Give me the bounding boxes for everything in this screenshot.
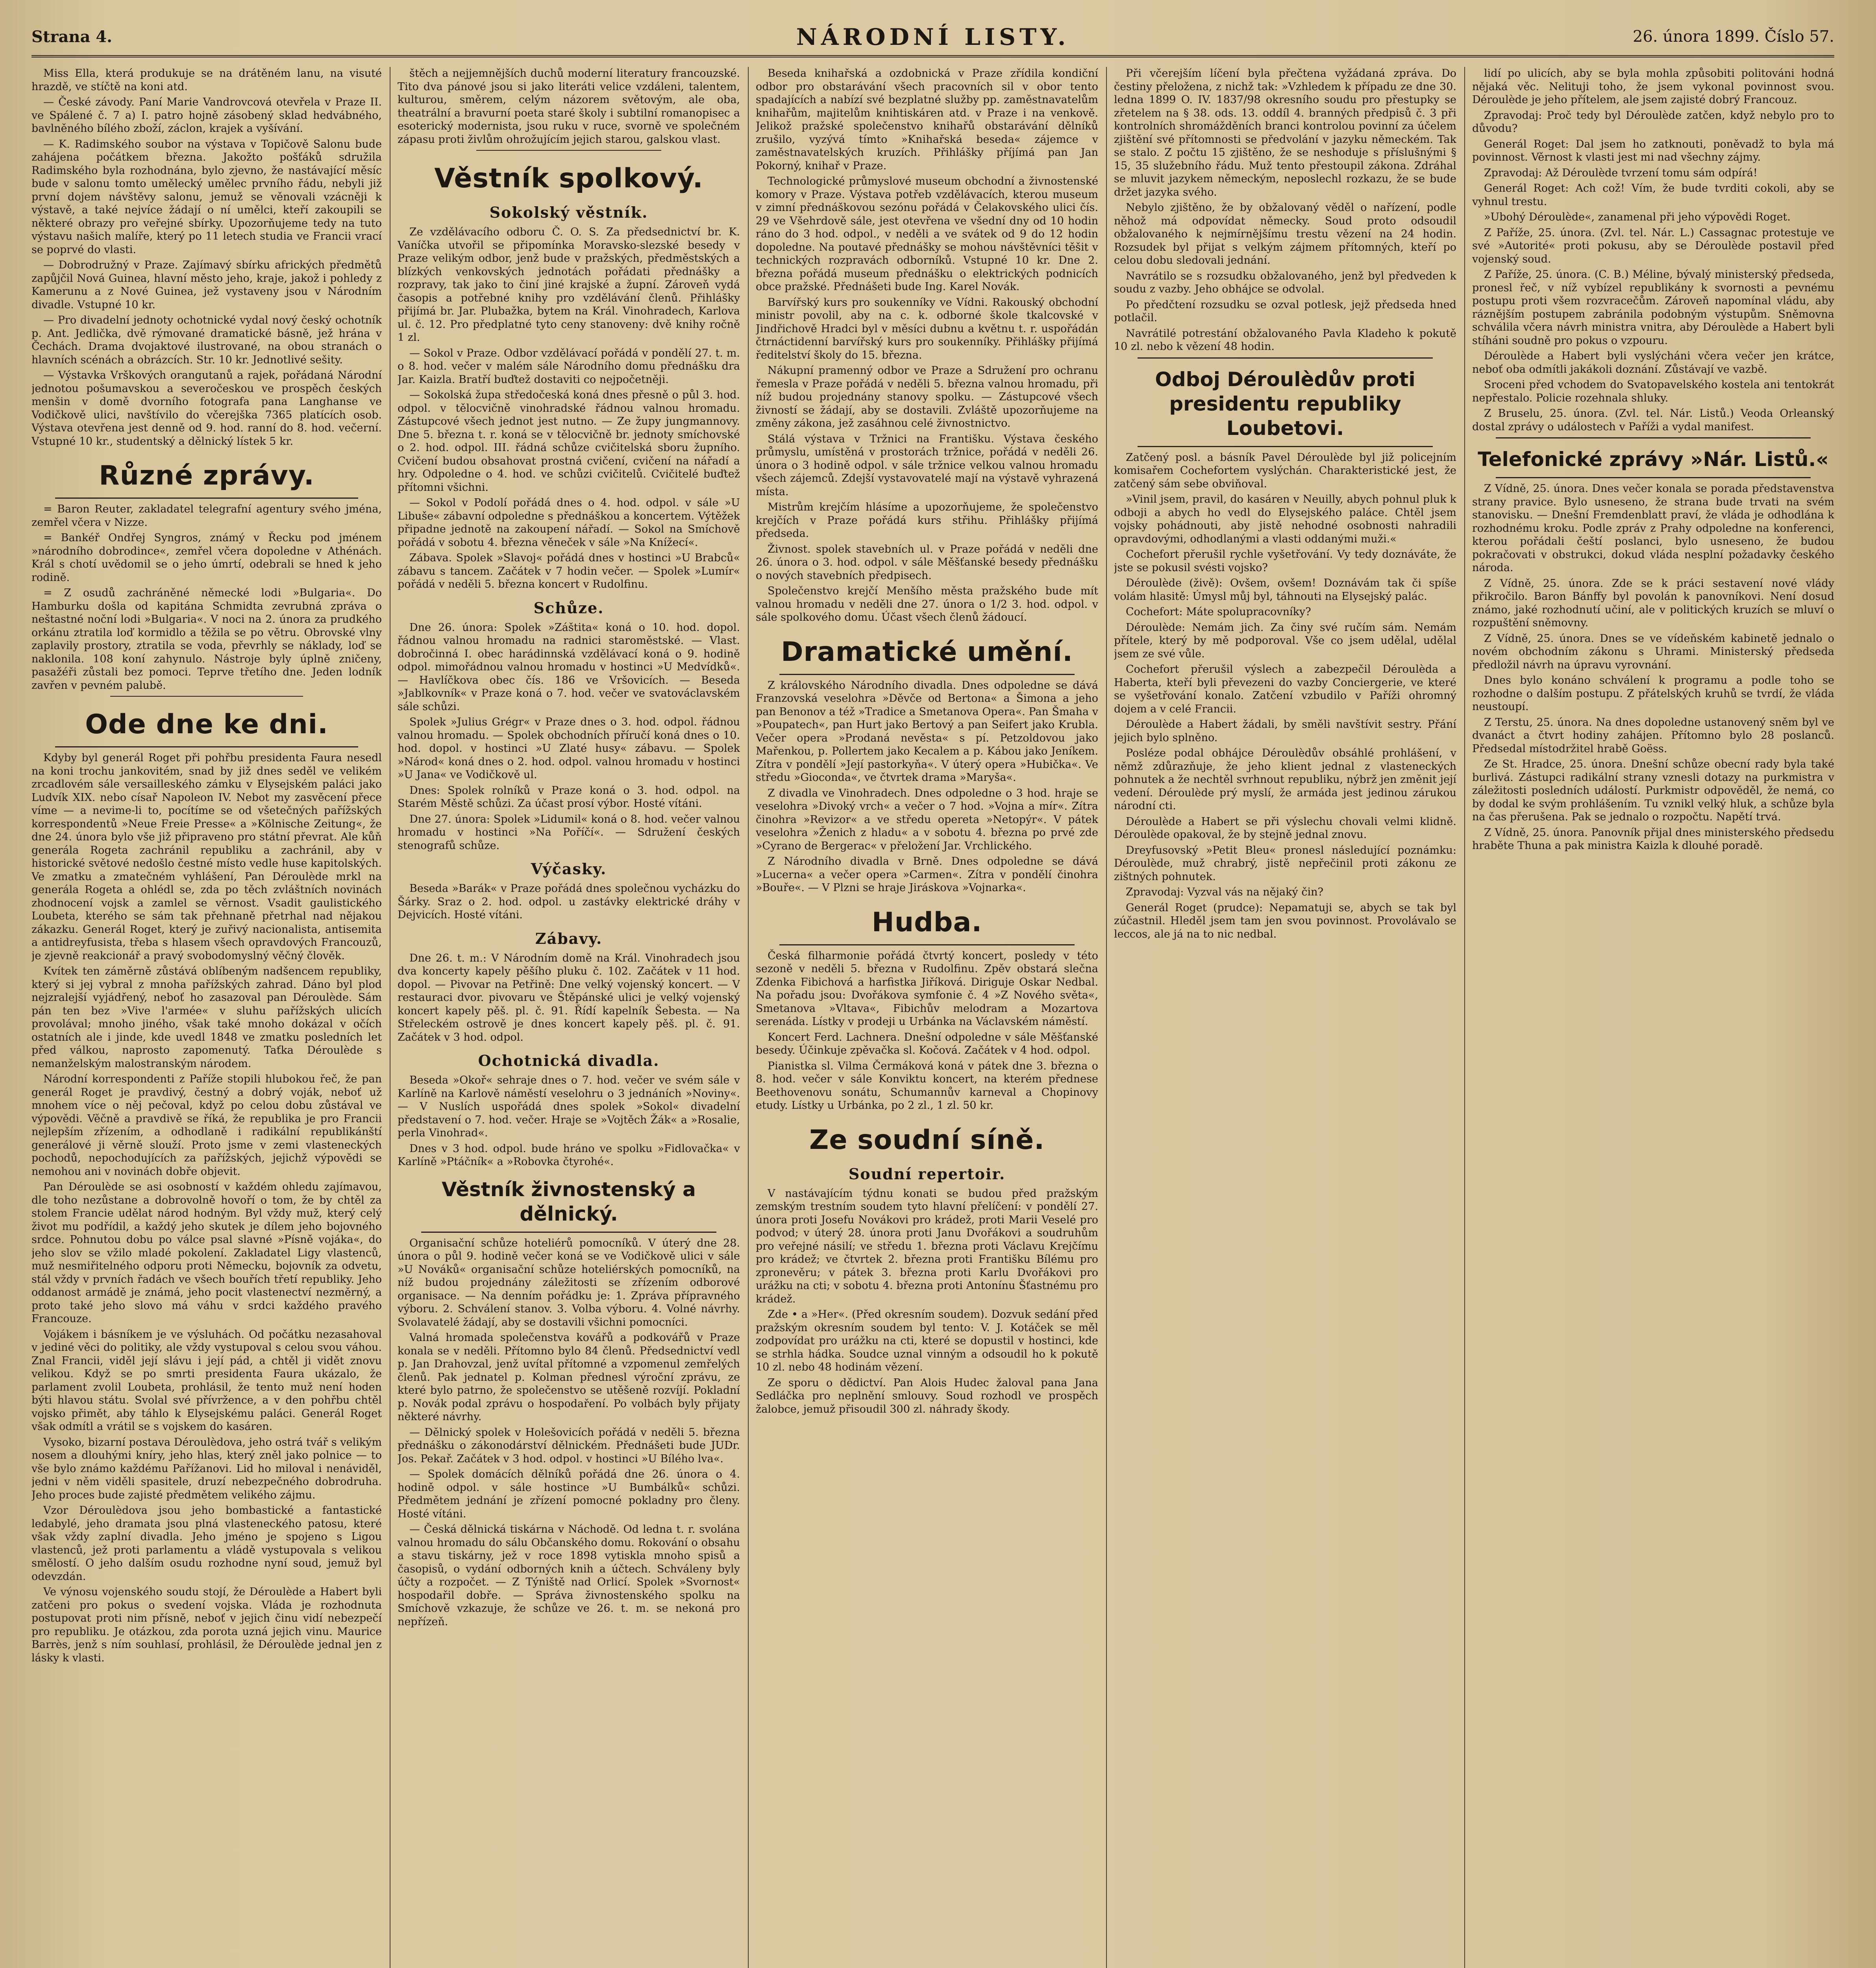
paragraph: Vojákem i básníkem je ve výsluhách. Od počátku nezasahoval v jediné věci do politiky, ale vždy vystupoval s celou svou váhou. Znal Francii, viděl její slávu i její pád, a chtěl ji vidět znovu velikou. Když se po smrti presidenta Faura ukázalo, že parlament zvolil Loubeta, prohlásil, že tento muž není hoden býti hlavou státu. Svolal své přívržence, a v den pohřbu chtěl vojsko přimět, aby táhlo k Elysejskému paláci. Generál Roget však odmítl a vrátil se s vojskem do kasáren. (31, 1328, 382, 1433)
paragraph: Dreyfusovský »Petit Bleu« pronesl následující poznámku: Déroulède, muž chrabrý, jistě nepřečinil proti zákonu ze zištných pohnutek. (1114, 844, 1456, 883)
paragraph: »Vinil jsem, pravil, do kasáren v Neuilly, abych pohnul pluk k odboji a abych ho vedl do Elysejského paláce. Chtěl jsem vojsky pohádnouti, aby jistě nehodné osobnosti nahradili opravdovými, odhodlanými a vlasti oddanými muži.« (1114, 493, 1456, 545)
title-rule (779, 674, 1075, 675)
paragraph: — Dobrodružný v Praze. Zajímavý sbírku afrických předmětů zapůjčil Nová Guinea, hlavní město jeho, kraje, jakož i pohledy z Kamerunu a z Nové Guinea, jež vystaveny jsou v Národním divadle. Vstupné 10 kr. (31, 259, 382, 311)
paragraph: Zatčený posl. a básník Pavel Déroulède byl již policejním komisařem Cochefortem vyslýchán. Charakteristické jest, že zatčený sám sebe obviňoval. (1114, 451, 1456, 490)
paragraph: Sroceni před vchodem do Svatopavelského kostela ani tentokrát nepřestalo. Policie rozehnala shluky. (1472, 379, 1834, 404)
divider (110, 696, 303, 697)
paragraph: — Sokol v Podolí pořádá dnes o 4. hod. odpol. v sále »U Libuše« zábavní odpoledne s přednáškou a koncertem. Výtěžek připadne jednotě na zakoupení nářadí. — Sokol na Smíchově pořádá v sobotu 4. března věneček v sále »Na Knížecí«. (398, 497, 740, 549)
paragraph: lidí po ulicích, aby se byla mohla způsobiti politováni hodná nějaká věc. Nelituji toho, že jsem vykonal povinnost svou. Déroulède je jeho přítelem, ale jsem zajisté dobrý Francouz. (1472, 67, 1834, 106)
paragraph: Z Vídně, 25. února. Panovník přijal dnes ministerského předsedu hraběte Thuna a pak ministra Kaizla k dlouhé poradě. (1472, 826, 1834, 852)
paragraph: V nastávajícím týdnu konati se budou před pražským zemským trestním soudem tyto hlavní přelíčení: v pondělí 27. února proti Josefu Novákovi pro krádež, proti Marii Veselé pro podvod; v úterý 28. února proti Janu Dvořákovi a soudruhům pro veřejné násilí; ve středu 1. března proti Václavu Krejčímu pro krádež; ve čtvrtek 2. března proti Františku Bílému pro zpronevěru; v pátek 3. března proti Karlu Dvořákovi pro urážku na cti; v sobotu 4. března proti Antonínu Šťastnému pro krádež. (756, 1187, 1098, 1305)
issue-date: 26. února 1899. Číslo 57. (1633, 28, 1834, 46)
column-1 (31, 67, 382, 1968)
paragraph: — Pro divadelní jednoty ochotnické vydal nový český ochotník p. Ant. Jedlička, dvě rýmované dramatické básně, jež hrána v Čechách. Drama dvojaktové ilustrované, na obou stranách o hlavních scénách a obrázcích. Str. 10 kr. Jednotlivé sešity. (31, 314, 382, 366)
section-title-dramaticke-umeni: Dramatické umění. (781, 636, 1073, 668)
paragraph: Beseda »Okoř« sehraje dnes o 7. hod. večer ve svém sále v Karlíně na Karlově náměstí veselohru o 3 jednáních »Noviny«. — V Nuslích uspořádá dnes spolek »Sokol« divadelní představení o 7. hod. večer. Hraje se »Vojtěch Žák« a »Rosalie, perla Vinohrad«. (398, 1074, 740, 1139)
paragraph: Kvítek ten záměrně zůstává oblíbeným nadšencem republiky, který si jej vybral z mnoha pařížských zahrad. Dáno byl plod nejzralejší vyjádřený, neboť ho zasazoval pan Déroulède. Sám pán ten bez »Vive l'armée« v sluhu pařížských ulicích provolával; mnoho jiného, však také mnoho dokázal v očích ostatních ale i jinde, kde uvedl 1848 ve zmatku posledních let před válkou, naprosto zapomenutý. Taťka Déroulède s nemanželským malostranským národem. (31, 965, 382, 1070)
subsection-title: Schůze. (533, 599, 604, 617)
paragraph: Déroulède a Habert se při výslechu chovali velmi klidně. Déroulède opakoval, že by stejně jednal znovu. (1114, 815, 1456, 841)
paragraph: = Baron Reuter, zakladatel telegrafní agentury svého jména, zemřel včera v Nizze. (31, 503, 382, 529)
paragraph: = Z osudů zachráněné německé lodi »Bulgaria«. Do Hamburku došla od kapitána Schmidta zevrubná zpráva o neštastné noční lodi »Bulgaria«. V noci na 2. února za prudkého orkánu ztratila loď kormidlo a těžila se po větru. Obrovské vlny zaplavily prostory, ztratila se voda, převrhly se náklady, loď se naklonila. 108 koní zahynulo. Nástroje byly úplně zničeny, pasažéři zůstali bez pomoci. Teprve třetího dne. Jeden lodník zavřen v pevném palubě. (31, 587, 382, 692)
paragraph: Cochefort: Máte spolupracovníky? (1126, 606, 1311, 618)
subsection-title: Sokolský věstník. (489, 203, 648, 221)
paragraph: Posléze podal obhájce Déroulèdův obsáhlé prohlášení, v němž zdůrazňuje, že jeho klient jednal z vlasteneckých pohnutek a že nechtěl svrhnout republiku, nýbrž jen změnit její vedení. Déroulède prý myslí, že armáda jest jedinou zárukou národní cti. (1114, 747, 1456, 812)
paragraph: Cochefort přerušil rychle vyšetřování. Vy tedy doznáváte, že jste se pokusil svésti vojsko? (1114, 548, 1456, 574)
paragraph: štěch a nejjemnějších duchů moderní literatury francouzské. Tito dva pánové jsou si jako literáti velice vzdáleni, talentem, kulturou, směrem, celým názorem světovým, ale oba, theatrální a bravurní poeta staré školy i subtilní romanopisec a esoterický modernista, jsou ruku v ruce, svorně ve společném zápasu proti živlům ohrožujícím jejich starou, galskou vlast. (398, 67, 740, 146)
paragraph: Zde • a »Her«. (Před okresním soudem). Dozvuk sedání před pražským okresním soudem byl tento: V. J. Kotáček se měl zodpovídat pro urážku na cti, které se dopustil v hostinci, kde se strhla hádka. Soudce uznal vinným a odsoudil ho k pokutě 10 zl. nebo 48 hodinám vězení. (756, 1308, 1098, 1373)
paragraph: Z Paříže, 25. února. (C. B.) Méline, bývalý ministerský předseda, pronesl řeč, v níž vybízel republikány k svornosti a pevnému postupu proti všem rozvracečům. Zároveň napomínal vládu, aby ráznějším postupem zabránila podobným výstupům. Sněmovna schválila včera návrh ministra vnitra, aby Déroulède a Habert byli stíháni soudně pro pokus o vzpouru. (1472, 268, 1834, 347)
paragraph: Ze St. Hradce, 25. února. Dnešní schůze obecní rady byla také burlivá. Zástupci radikální strany vznesli dotazy na purkmistra v záležitosti posledních událostí. Purkmistr odpověděl, že nemá, co by dodal ke svým prohlášením. Tu vznikl velký hluk, a schůze byla na čas přerušena. Pak se jednalo o rozpočtu. Napětí trvá. (1472, 758, 1834, 823)
paragraph: »Ubohý Déroulède«, zanamenal při jeho výpovědi Roget. (1484, 211, 1791, 223)
paragraph: Organisační schůze hoteliérů pomocníků. V úterý dne 28. února o půl 9. hodině večer koná se ve Vodičkově ulici v sále »U Nováků« organisační schůze hoteliérských pomocníků, na níž budou projednány záležitosti se zřízením odborové organisace. — Na denním pořádku je: 1. Zpráva přípravného výboru. 2. Schválení stanov. 3. Volba výboru. 4. Volné návrhy. Svolavatelé žádají, aby se dostavili všichni pomocníci. (398, 1237, 740, 1328)
paragraph: Déroulède a Habert byli vyslýcháni včera večer jen krátce, neboť oba odmítli jakákoli doznání. Zůstávají ve vazbě. (1472, 350, 1834, 375)
paragraph: Z Národního divadla v Brně. Dnes odpoledne se dává »Lucerna« a večer opera »Carmen«. Zítra v pondělí činohra »Bouře«. — V Plzni se hraje Jiráskova »Vojnarka«. (756, 855, 1098, 894)
paragraph: Z Vídně, 25. února. Zde se k práci sestavení nové vlády přikročilo. Baron Bánffy byl povolán k panovníkovi. Není dosud známo, jaké rozhodnutí učiní, ale v politických kruzích se mluví o rozpuštění sněmovny. (1472, 577, 1834, 629)
paragraph: Déroulède: Nemám jich. Za činy své ručím sám. Nemám přítele, který by mě podporoval. Vše co jsem udělal, udělal jsem ze své vůle. (1114, 621, 1456, 660)
paragraph: Stálá výstava v Tržnici na Františku. Výstava českého průmyslu, umístěná v prostorách tržnice, pořádá v neděli 26. února o 3 hodině odpol. v sále tržnice velkou valnou hromadu všech zájemců. Zdejší vystavovatelé mají na výstavě vyhrazená místa. (756, 433, 1098, 498)
article-title-ode-dne-ke-dni: Ode dne ke dni. (85, 709, 328, 740)
paragraph: Beseda knihařská a ozdobnická v Praze zřídila kondiční odbor pro obstarávání všech pracovních sil v obor tento spadajících a nabízí své bezplatné služby pp. zaměstnavatelům knihařům, majitelům knihtiskáren atd. v Praze i na venkově. Jelikož pražské společenstvo knihařů obstarávání dělníků zrušilo, vyzývá tímto »Knihařská beseda« zájemce v zaměstnavatelských kruzích. Přihlášky příjímá pan Jan Pokorný, knihař v Praze. (756, 67, 1098, 172)
paragraph: Ze sporu o dědictví. Pan Alois Hudec žaloval pana Jana Sedláčka pro neplnění smlouvy. Soud rozhodl ve prospěch žalobce, jemuž přisoudil 300 zl. náhrady škody. (756, 1376, 1098, 1415)
subsection-title: Výčasky. (531, 860, 607, 878)
column-2 (398, 67, 740, 1968)
paragraph: — Výstavka Vrškových orangutanů a rajek, pořádaná Národní jednotou pošumavskou a severočeskou ve prospěch českých menšin v domě dvorního fotografa pana Langhanse ve Vodičkově ulici, navštívilo do včerejška 7365 platících osob. Výstava otevřena jest denně od 9. hod. ranní do 8. hod. večerní. Vstupné 10 kr., studentský a dělnický lístek 5 kr. (31, 369, 382, 448)
paragraph: Živnost. spolek stavebních ul. v Praze pořádá v neděli dne 26. února o 3. hod. odpol. v sále Měšťanské besedy přednášku o nových stavebních předpisech. (756, 543, 1098, 582)
section-title-ruzne-zpravy: Různé zprávy. (99, 460, 315, 491)
paragraph: Společenstvo krejčí Menšího města pražského bude mít valnou hromadu v neděli dne 27. února o 1/2 3. hod. odpol. v sále spolkového domu. Účast všech členů žádoucí. (756, 585, 1098, 623)
paragraph: Dne 27. února: Spolek »Lidumil« koná o 8. hod. večer valnou hromadu v hostinci »Na Poříčí«. — Sdružení českých stenografů schůze. (398, 813, 740, 852)
paragraph: Valná hromada společenstva kovářů a podkovářů v Praze konala se v neděli. Přítomno bylo 84 členů. Předsednictví vedl p. Jan Drahovzal, jenž uvítal přítomné a vzpomenul zemřelých členů. Pak jednatel p. Kolman přednesl výroční zprávu, ze které bylo patrno, že společenstvo se utěšeně rozvíjí. Pokladní p. Novák podal zprávu o hospodaření. Po volbách byly přijaty některé návrhy. (398, 1332, 740, 1423)
paragraph: Beseda »Barák« v Praze pořádá dnes společnou vycházku do Šárky. Sraz o 2. hod. odpol. u zastávky elektrické dráhy v Dejvicích. Hosté vítáni. (398, 882, 740, 921)
subsection-title: Soudní repertoir. (848, 1165, 1006, 1183)
column-5 (1472, 67, 1834, 1968)
paragraph: Z Bruselu, 25. února. (Zvl. tel. Nár. Listů.) Veoda Orleanský dostal zprávy o událostech v Paříži a vydal manifest. (1472, 407, 1834, 433)
divider (476, 150, 661, 151)
paragraph: Vzor Déroulèdova jsou jeho bombastické a fantastické ledabylé, jeho dramata jsou plná vlasteneckého patosu, které však vždy zaplní divadla. Jeho jméno je spojeno s Ligou vlastenců, jež proti parlamentu a vládě vystupovala s velikou smělostí. O jeho dalším osudu rozhodne nyní soud, jemuž byl odevzdán. (31, 1504, 382, 1583)
paragraph: Z Vídně, 25. února. Dnes se ve vídeňském kabinetě jednalo o novém obchodním zákonu s Uhrami. Ministerský předseda předložil návrh na úpravu vyrovnání. (1472, 632, 1834, 671)
paragraph: Generál Roget: Ach což! Vím, že bude tvrditi cokoli, aby se vyhnul trestu. (1472, 182, 1834, 208)
paragraph: Navrátilo se s rozsudku obžalovaného, jenž byl předveden k soudu z vazby. Jeho obhájce se odvolal. (1114, 270, 1456, 295)
paragraph: Zábava. Spolek »Slavoj« pořádá dnes v hostinci »U Brabců« zábavu s tancem. Začátek v 7 hodin večer. — Spolek »Lumír« pořádá v neděli 5. března koncert v Rudolfinu. (398, 552, 740, 590)
paragraph: Nebylo zjištěno, že by obžalovaný věděl o nařízení, podle něhož má odpovídat německy. Soud proto odsoudil obžalovaného k nejmírnějšímu trestu vězení na 24 hodin. Rozsudek byl přijat s velkým zájmem přítomných, kteří po celou dobu sledovali jednání. (1114, 202, 1456, 266)
paragraph: — Sokol v Praze. Odbor vzdělávací pořádá v pondělí 27. t. m. o 8. hod. večer v malém sále Národního domu přednášku dra Jar. Kaizla. Bratří buďtež dostaviti co nejpočetněji. (398, 347, 740, 386)
paragraph: Zpravodaj: Až Déroulède tvrzení tomu sám odpírá! (1484, 166, 1758, 179)
section-title-vestnik-zivnostensky: Věstník živnostenský a dělnický. (442, 1178, 696, 1225)
paragraph: — Spolek domácích dělníků pořádá dne 26. února o 4. hodině odpol. v sále hostince »U Bumbálků« schůzi. Předmětem jednání je zřízení pomocné pokladny pro členy. Hosté vítáni. (398, 1468, 740, 1520)
column-rule (748, 67, 749, 1968)
column-rule (1106, 67, 1107, 1968)
title-rule (421, 1232, 716, 1233)
paragraph: Národní korrespondenti z Paříže stopili hlubokou řeč, že pan generál Roget je pravdivý, čestný a dobrý voják, neboť už mnohem více o něj pečoval, když po celou dobu zůstával ve výpovědi. Věčně a pravdivě se říká, že republika je pro Francii nejlepším zřízením, a odhodlaně i radikální republikánští generálové ji věrně slouží. Proto jsme v zemi vlasteneckých pochodů, nepochodujících za pařížských, jejichž výpovědi se nemohou ani v novinách dobře objevit. (31, 1073, 382, 1178)
paragraph: Generál Roget: Dal jsem ho zatknouti, poněvadž to byla má povinnost. Věrnost k vlasti jest mi nad všechny zájmy. (1472, 138, 1834, 163)
page-number: Strana 4. (31, 28, 113, 46)
paragraph: Zpravodaj: Vyzval vás na nějaký čin? (1126, 886, 1323, 898)
paragraph: Cochefort přerušil výslech a zabezpečil Déroulèda a Haberta, kteří byli převezeni do vazby Conciergerie, ve které se vyšetřování konalo. Zatčení vzbudilo v Paříži ohromný dojem a v celé Francii. (1114, 663, 1456, 715)
paragraph: Mistrům krejčím hlásíme a upozorňujeme, že společenstvo krejčích v Praze pořádá kurs střihu. Přihlášky přijímá předseda. (756, 501, 1098, 540)
paragraph: Déroulède (živě): Ovšem, ovšem! Doznávám tak či spíše volám hlasitě: Úmysl můj byl, táhnouti na Elysejský palác. (1114, 577, 1456, 603)
paragraph: Česká filharmonie pořádá čtvrtý koncert, posledy v této sezoně v neděli 5. března v Rudolfinu. Zpěv obstará slečna Zdenka Fibichová a harfistka Jiříková. Diriguje Oskar Nedbal. Na pořadu jsou: Dvořákova symfonie č. 4 »Z Nového světa«, Smetanova »Vltava«, Fibichův melodram a Mozartova serenáda. Lístky v prodeji u Urbánka na Václavském náměstí. (756, 949, 1098, 1028)
article-title-odboj-deroulede: Odboj Déroulèdův proti presidentu republiky Loubetovi. (1155, 368, 1415, 440)
title-rule (55, 746, 358, 747)
paragraph: Z divadla ve Vinohradech. Dnes odpoledne o 3 hod. hraje se veselohra »Divoký vrch« a večer o 7 hod. »Vojna a mír«. Zítra činohra »Revizor« a ve středu opereta »Netopýr«. V pátek veselohra »Ženich z hladu« a v sobotu 4. března po prvé zde »Cyrano de Bergerac« v přeložení Jar. Vrchlického. (756, 787, 1098, 852)
section-title-ze-soudni-sine: Ze soudní síně. (809, 1124, 1045, 1156)
paragraph: Po předčtení rozsudku se ozval potlesk, jejž předseda hned potlačil. (1114, 298, 1456, 324)
paragraph: Generál Roget (prudce): Nepamatuji se, abych se tak byl zúčastnil. Hleděl jsem tam jen svou povinnost. Provolávalo se leccos, ale já na to nic nedbal. (1114, 901, 1456, 940)
title-rule (1496, 437, 1811, 438)
paragraph: Z Terstu, 25. února. Na dnes dopoledne ustanovený sněm byl ve dvanáct a čtvrt hodiny zahájen. Přítomno bylo 28 poslanců. Předsedal místodržitel hrabě Goëss. (1472, 716, 1834, 755)
paragraph: Z Vídně, 25. února. Dnes večer konala se porada představenstva strany pravice. Bylo usneseno, že strana bude trvati na svém stanovisku. — Dnešní Fremdenblatt praví, že vláda je odhodlána k rozhodnému kroku. Podle zpráv z Prahy odpoledne na konferenci, kterou pořádali čeští poslanci, bylo usneseno, že budou pokračovati v obstrukci, dokud vláda nesplní požadavky českého národa. (1472, 483, 1834, 574)
title-rule (55, 498, 358, 499)
subsection-title: Zábavy. (535, 929, 603, 947)
paragraph: Kdyby byl generál Roget při pohřbu presidenta Faura nesedl na koni trochu jankovitém, snad by již dnes seděl ve velikém zrcadlovém sále versailleského zámku v Elysejském paláci jako Ludvík XIX. nebo císař Napoleon IV. Nebot my zasvěcení přece víme — a nevime-li to, pocítíme se od všetečných pařížských korrespondentů »Neue Freie Presse« a »Kölnische Zeitung«, že dne 24. února bylo vše již připraveno pro státní převrat. Ale kůň generála Rogeta zachránil republiku a zachránil, aby v historické světové nedošlo čestné místo vedle huse kapitolských. Ve zmatku a zmatečném vyhlášení, Pan Déroulède mrkl na generála Rogeta a ohlédl se, zda po těch zvláštních novinách zhodnocení vojsk a zamlel se věrnost. Vsadit gaulistického Loubeta, kterého se sám tak přehnaně přetrhal nad nějakou zákazku. Generál Roget, který je zuřivý nacionalista, antisemita a antidreyfusista, třeba s hlasem všech opravdových Francouzů, je zjevně reakcionář a pravý svobodomyslný věčný člověk. (31, 752, 382, 962)
section-title-hudba: Hudba. (871, 906, 982, 938)
paragraph: — Sokolská župa středočeská koná dnes přesně o půl 3. hod. odpol. v tělocvičně vinohradské řádnou valnou hromadu. Zástupcové všech jednot jest nutno. — Ze župy jungmannovy. Dne 5. března t. r. koná se v tělocvičně br. jednoty smíchovské o 2. hod. odpol. III. řádná schůze cvičitelská sboru župního. Cvičení budou obsahovat prostná cvičení, cvičení na nářadí a hry. Odpoledne o 4. hod. ve schůzi cvičitelů. Cvičitelé buďtež přítomni všichni. (398, 389, 740, 494)
section-title-telefonicke-zpravy: Telefonické zprávy »Nár. Listů.« (1478, 448, 1829, 471)
paragraph: Z královského Národního divadla. Dnes odpoledne se dává Franzovská veselohra »Děvče od Bertona« a Šimona a jeho pan Benonov a též »Tradice a Smetanova Opera«. Pan Šmaha v »Poupatech«, pan Hurt jako Bertový a pan Seifert jako Krubla. Večer opera »Prodaná nevěsta« s pí. Petzoldovou jako Mařenkou, p. Pollertem jako Kecalem a p. Kábou jako Jeníkem. Zítra v pondělí »Její pastorkyňa«. V úterý opera »Hubička«. Ve středu »Gioconda«, ve čtvrtek drama »Maryša«. (756, 679, 1098, 784)
paragraph: Při včerejším líčení byla přečtena vyžádaná zpráva. Do čestiny přeložena, z nichž tak: »Vzhledem k případu ze dne 30. ledna 1899 O. IV. 1837/98 okresního soudu pro přestupky se zřetelem na § 38. ods. 13. oddíl 4. branných předpisů č. 3 při kontrolních shromážděních branci kontrolou povinní za účelem zjištění své přítomnosti se předvolání v jazyku německém. Tak se stalo. Z počtu 15 zjištěno, že se neshoduje s příslušnými § 15, 35 služebního řádu. Muž tento přestoupil zákona. Zdráhal se mluvit jazykem německým, neposlechl rozkazu, že se bude držet jazyka svého. (1114, 67, 1456, 198)
title-rule (779, 944, 1075, 945)
paragraph: Technologické průmyslové museum obchodní a živnostenské komory v Praze. Výstava potřeb vzdělávacích, kterou museum v zimní přednáškovou sezónu pořádá v Čelakovského ulici čís. 29 ve Všehrdově sále, jest otevřena ve všední dny od 10 hodin ráno do 3 hod. odpol., v neděli a ve svátek od 9 do 12 hodin dopoledne. Na poutavé přednášky se mohou návštěvníci těšit v technických rozpravách odborníků. Vstupné 10 kr. Dne 2. března pořádá museum přednášku o elektrických podnicích obce pražské. Přednášeti bude Ing. Karel Novák. (756, 175, 1098, 293)
paragraph: — Česká dělnická tiskárna v Náchodě. Od ledna t. r. svolána valnou hromadu do sálu Občanského domu. Rokování o obsahu a stavu tiskárny, jež v roce 1898 vytiskla mnoho spisů a časopisů, o vydání odborných knih a účtech. Schváleny byly účty a rozpočet. — Z Týniště nad Orlicí. Spolek »Svornost« hospodařil dobře. — Správa živnostenského spolku na Smíchově vzkazuje, že schůze ve 26. t. m. se nekoná pro nepřízeň. (398, 1523, 740, 1628)
paragraph: Dnes v 3 hod. odpol. bude hráno ve spolku »Fidlovačka« v Karlíně »Ptáčník« a »Robovka čtyrohé«. (398, 1142, 740, 1168)
paragraph: Spolek »Julius Grégr« v Praze dnes o 3. hod. odpol. řádnou valnou hromadu. — Spolek obchodních příručí koná dnes o 10. hod. dopol. v hostinci »U Zlaté husy« zábavu. — Spolek »Národ« koná dnes o 2. hod. odpol. valnou hromadu v hostinci »U Jana« ve Vodičkově ul. (398, 716, 740, 781)
paragraph: Miss Ella, která produkuje se na drátěném lanu, na visuté hrazdě, ve stíčtě na koni atd. (31, 67, 382, 93)
title-rule (1138, 357, 1433, 359)
paragraph: = Bankéř Ondřej Syngros, známý v Řecku pod jménem »národního dobrodince«, zemřel včera dopoledne v Athénách. Král s chotí uvědomil se o jeho úmrtí, odebrali se hned k jeho rodině. (31, 532, 382, 584)
column-4 (1114, 67, 1456, 1968)
paragraph: Dne 26. února: Spolek »Záštita« koná o 10. hod. dopol. řádnou valnou hromadu na radnici staroměstské. — Vlast. dobročinná I. obec harádinnská vzdělávací koná o 9. hodině odpol. mimořádnou valnou hromadu v hostinci »U Medvídků«. — Havlíčkova obec čís. 186 ve Vršovicích. — Beseda »Jablkovník« v Praze koná o 7. hod. večer ve svatováclavském sále schůzi. (398, 621, 740, 713)
paragraph: Z Paříže, 25. února. (Zvl. tel. Nár. L.) Cassagnac protestuje ve své »Autorité« proti pokusu, aby se Déroulède postavil před vojenský soud. (1472, 226, 1834, 265)
paragraph: Déroulède a Habert žádali, by směli navštívit sestry. Přání jejich bylo splněno. (1114, 718, 1456, 744)
paragraph: Barvířský kurs pro soukenníky ve Vídni. Rakouský obchodní ministr povolil, aby na c. k. odborné škole tkalcovské v Jindřichově Hradci byl v měsíci dubnu a květnu t. r. uspořádán čtrnáctidenní barvířský kurs pro soukenníky. Přihlášky přijímá ředitelství školy do 15. března. (756, 296, 1098, 361)
paragraph: Nákupní pramenný odbor ve Praze a Sdružení pro ochranu řemesla v Praze pořádá v neděli 5. března valnou hromadu, při níž budou projednány stanovy spolku. — Zástupcové všech živností se žádají, aby se dostavili. Zvláště upozorňujeme na změny zákona, jež zasáhnou celé živnostnictvo. (756, 364, 1098, 429)
paragraph: — České závody. Paní Marie Vandrovcová otevřela v Praze II. ve Spálené č. 7 a) I. patro hojně zásobený sklad hedvábného, bavlněného bílého zboží, záclon, krajek a vyšívání. (31, 96, 382, 135)
paragraph: Koncert Ferd. Lachnera. Dnešní odpoledne v sále Měšťanské besedy. Účinkuje zpěvačka sl. Kočová. Začátek v 4 hod. odpol. (756, 1031, 1098, 1056)
paragraph: — Dělnický spolek v Holešovicích pořádá v neděli 5. března přednášku o zákonodárství dělnickém. Přednášeti bude JUDr. Jos. Pekař. Začátek v 3 hod. odpol. v hostinci »U Bílého lva«. (398, 1426, 740, 1465)
title-rule (1138, 446, 1433, 447)
paragraph: Navrátilé potrestání obžalovaného Pavla Kladeho k pokutě 10 zl. nebo k vězení 48 hodin. (1114, 327, 1456, 353)
paragraph: Ve výnosu vojenského soudu stojí, že Déroulède a Habert byli zatčeni pro pokus o svedení vojska. Vláda je rozhodnuta postupovat proti nim přísně, neboť v jejich činu vidí nebezpečí pro republiku. Je otázkou, zda porota uzná jejich vinu. Maurice Barrès, jenž s ním souhlasí, prohlásil, že Déroulède jednal jen z lásky k vlasti. (31, 1586, 382, 1664)
column-rule (1464, 67, 1465, 1968)
section-title-vestnik-spolkovy: Věstník spolkový. (434, 163, 703, 194)
paragraph: — K. Radimského soubor na výstava v Topičově Salonu bude zahájena počátkem března. Jakožto pošťáků sdružila Radimského byla rozhodnána, bylo zjevno, že nastávající měsíc bude v salonu tomto umělecký umělec prvního řádu, nebyli již první dojem návštěvy salonu, jemuž se věnovali vzácněji k výstavě, a také nejvíce žádají o ní umělci, kteří zakoupili se některé obrazy pro veřejné sbírky. Upozorňujeme tedy na tuto výstavu našich malíře, který po 11 letech studia ve Francii vrací se poprvé do vlasti. (31, 138, 382, 256)
masthead (31, 24, 1834, 57)
paragraph: Dne 26. t. m.: V Národním domě na Král. Vinohradech jsou dva koncerty kapely pěšího pluku č. 102. Začátek v 11 hod. dopol. — Pivovar na Petřině: Dne velký vojenský koncert. — V restauraci dvor. pivovaru ve Štěpánské ulici je velký vojenský koncert kapely pěš. pl. č. 91. Řídí kapelník Šebesta. — Na Střeleckém ostrově je dnes koncert kapely pěš. pl. č. 91. Začátek v 3 hod. odpol. (398, 952, 740, 1043)
paragraph: Dnes bylo konáno schválení k programu a podle toho se rozhodne o dalším postupu. Z přátelských kruhů se tvrdí, že vláda neustoupí. (1472, 674, 1834, 713)
title-rule (1496, 477, 1811, 478)
paragraph: Ze vzdělávacího odboru Č. O. S. Za předsednictví br. K. Vaníčka utvořil se připomínka Moravsko-slezské besedy v Praze velikým odbor, jenž bude v pražských, předměstských a blízkých venkovských jednotách pořádati přednášky a rozpravy, tak jako to činí jiné krajské a župní. Zároveň vydá časopis a potřebné knihy pro vzdělávání členů. Přihlášky přijímá br. Jar. Plubažka, bytem na Král. Vinohradech, Karlova ul. č. 12. Pro předplatné tyto ceny stanoveny: dvě knihy ročně 1 zl. (398, 226, 740, 344)
paragraph: Zpravodaj: Proč tedy byl Déroulède zatčen, když nebylo pro to důvodu? (1472, 109, 1834, 135)
column-3 (756, 67, 1098, 1968)
paragraph: Vysoko, bizarní postava Déroulèdova, jeho ostrá tvář s velikým nosem a dlouhými kníry, jeho hlas, který zněl jako polnice — to vše bylo známo každému Pařížanovi. Lid ho miloval i nenáviděl, jedni v něm viděli spasitele, druzí nebezpečného dobrodruha. Jeho proces bude zajisté předmětem velikého zájmu. (31, 1436, 382, 1501)
subsection-title: Ochotnická divadla. (478, 1052, 660, 1069)
newspaper-title: NÁRODNÍ LISTY. (796, 24, 1070, 50)
paragraph: Pianistka sl. Vilma Čermáková koná v pátek dne 3. března o 8. hod. večer v sále Konviktu koncert, na kterém přednese Beethovenovu sonátu, Schumannův karneval a Chopinovy etudy. Lístky u Urbánka, po 2 zl., 1 zl. 50 kr. (756, 1060, 1098, 1112)
paragraph: Dnes: Spolek rolníků v Praze koná o 3. hod. odpol. na Starém Městě schůzi. Za účast prosí výbor. Hosté vítáni. (398, 784, 740, 810)
paragraph: Pan Déroulède se asi osobností v každém ohledu zajímavou, dle toho nezůstane a dobrovolně hovoří o tom, že by chtěl za stolem Francie udělat národ hodným. Byl vždy muž, který celý život mu podřídil, a každý jeho skutek je dílem jeho bojovného srdce. Pohnutou dobu po válce psal slavné »Písně vojáka«, do jeho slov se vžilo mladé pokolení. Zakladatel Ligy vlastenců, muž nesmiřitelného odporu proti Německu, bojovník za odvetu, stál vždy v prvních řadách ve všech bouřích třetí republiky. Jeho oddanost armádě je známá, jeho pocit vlastenectví nezměrný, a proto také jeho slovo má váhu v srdci každého pravého Francouze. (31, 1181, 382, 1325)
